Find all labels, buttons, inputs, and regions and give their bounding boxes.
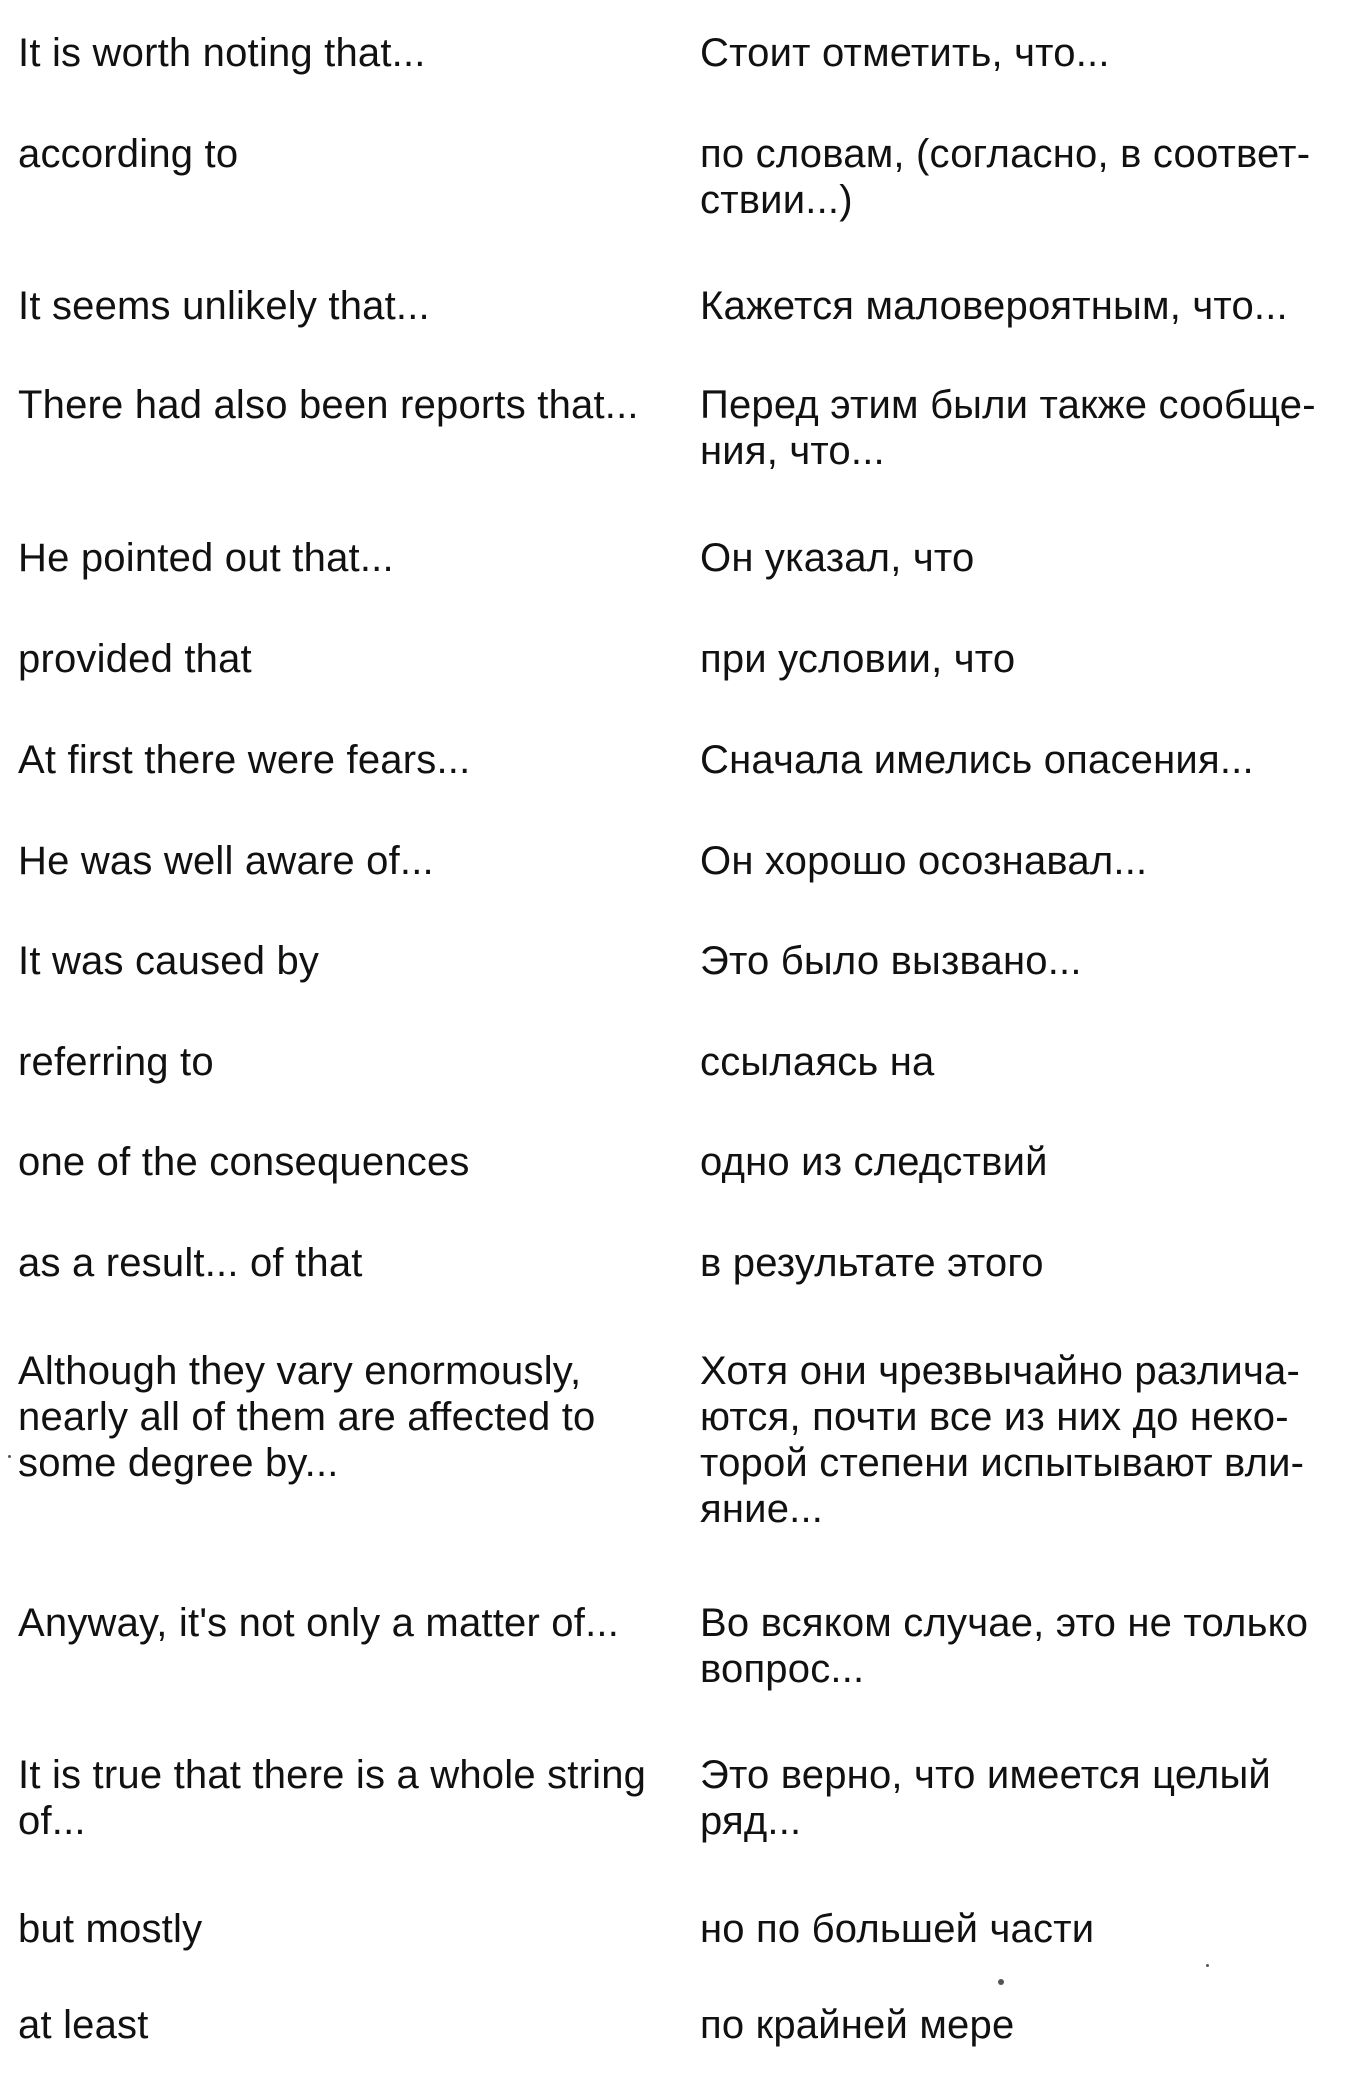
- english-phrase: It was caused by: [18, 939, 320, 983]
- russian-translation: Хотя они чрезвычайно различа- ются, почти все из них до неко- торой степени испытывают вли- яние...: [700, 1349, 1305, 1531]
- russian-translation: одно из следствий: [700, 1140, 1048, 1184]
- english-phrase: Although they vary enormously, nearly all of them are affected to some degree by...: [18, 1349, 596, 1485]
- russian-translation: Кажется маловероятным, что...: [700, 284, 1288, 328]
- english-phrase: It is worth noting that...: [18, 31, 426, 75]
- russian-translation: по словам, (согласно, в соответ- ствии...): [700, 132, 1311, 222]
- russian-translation: но по большей части: [700, 1907, 1095, 1951]
- english-phrase: At first there were fears...: [18, 738, 471, 782]
- scan-speck: [1206, 1964, 1209, 1967]
- russian-translation: в результате этого: [700, 1241, 1044, 1285]
- russian-translation: Стоит отметить, что...: [700, 31, 1110, 75]
- english-phrase: It is true that there is a whole string of...: [18, 1753, 647, 1843]
- russian-translation: Он хорошо осознавал...: [700, 839, 1148, 883]
- english-phrase: one of the consequences: [18, 1140, 470, 1184]
- russian-translation: Это верно, что имеется целый ряд...: [700, 1753, 1271, 1843]
- english-phrase: according to: [18, 132, 239, 176]
- english-phrase: He was well aware of...: [18, 839, 434, 883]
- english-phrase: Anyway, it's not only a matter of...: [18, 1601, 620, 1645]
- russian-translation: Это было вызвано...: [700, 939, 1082, 983]
- russian-translation: Сначала имелись опасения...: [700, 738, 1254, 782]
- russian-translation: Перед этим были также сообще- ния, что...: [700, 383, 1316, 473]
- russian-translation: при условии, что: [700, 637, 1016, 681]
- scan-speck: [8, 1455, 11, 1458]
- english-phrase: referring to: [18, 1040, 214, 1084]
- russian-translation: Во всяком случае, это не только вопрос...: [700, 1601, 1309, 1691]
- english-phrase: There had also been reports that...: [18, 383, 639, 427]
- russian-translation: по крайней мере: [700, 2003, 1015, 2047]
- english-phrase: He pointed out that...: [18, 536, 394, 580]
- english-phrase: It seems unlikely that...: [18, 284, 430, 328]
- english-phrase: at least: [18, 2003, 149, 2047]
- english-phrase: provided that: [18, 637, 252, 681]
- english-phrase: but mostly: [18, 1907, 203, 1951]
- russian-translation: ссылаясь на: [700, 1040, 935, 1084]
- scan-speck: [998, 1979, 1004, 1985]
- english-phrase: as a result... of that: [18, 1241, 363, 1285]
- russian-translation: Он указал, что: [700, 536, 975, 580]
